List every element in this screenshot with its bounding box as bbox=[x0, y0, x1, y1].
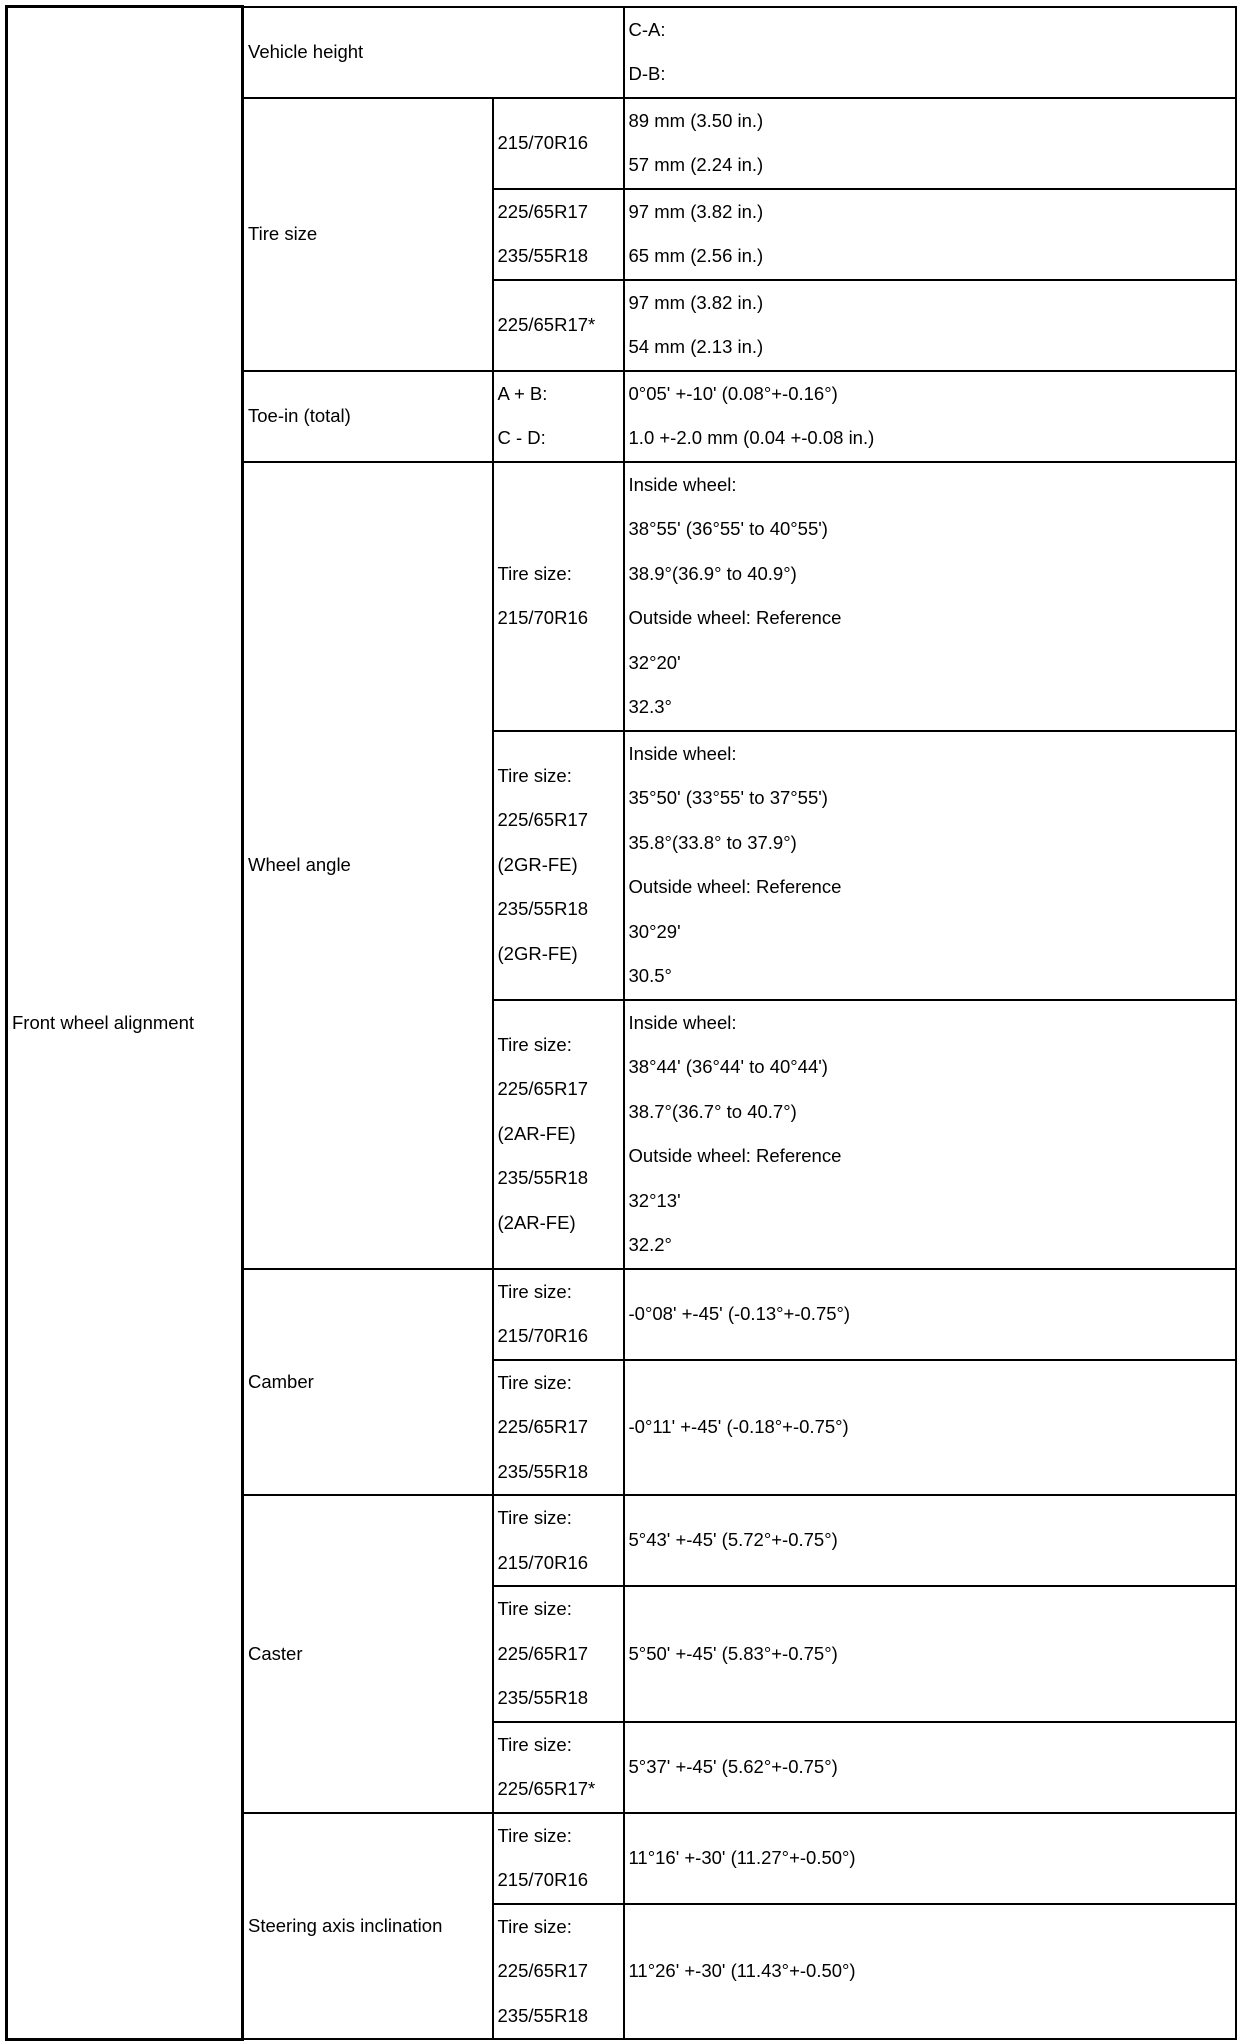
angle-line: 38°44' (36°44' to 40°44') bbox=[628, 1056, 828, 1077]
camber-value: -0°08' +-45' (-0.13°+-0.75°) bbox=[624, 1269, 1236, 1360]
toe-key: C - D: bbox=[497, 427, 546, 448]
cond-line: (2GR-FE) bbox=[497, 942, 578, 964]
sai-value: 11°26' +-30' (11.43°+-0.50°) bbox=[624, 1904, 1236, 2040]
toe-value: 0°05' +-10' (0.08°+-0.16°) bbox=[628, 382, 838, 404]
angle-line: 30°29' bbox=[628, 920, 681, 942]
cond-line: 225/65R17 bbox=[497, 809, 589, 831]
cond-line: 235/55R18 bbox=[497, 898, 589, 920]
angle-line: 35.8°(33.8° to 37.9°) bbox=[628, 831, 797, 853]
cond-line: 225/65R17 bbox=[497, 1642, 589, 1664]
tire-size-cond bbox=[493, 189, 624, 280]
group-label: Front wheel alignment bbox=[7, 7, 243, 2040]
key-d-b: D-B: bbox=[628, 63, 666, 84]
caster-value: 5°50' +-45' (5.83°+-0.75°) bbox=[624, 1586, 1236, 1722]
tire-size-value: 225/65R17* bbox=[497, 313, 596, 335]
sai-label: Steering axis inclination bbox=[243, 1813, 493, 2040]
wheel-angle-cond bbox=[493, 462, 624, 731]
cond-line: 225/65R17 bbox=[497, 1416, 589, 1437]
cond-line: 215/70R16 bbox=[497, 607, 589, 628]
cond-line: Tire size: bbox=[497, 1507, 572, 1528]
toe-in-label: Toe-in (total) bbox=[243, 371, 493, 462]
cond-line: Tire size: bbox=[497, 1280, 572, 1302]
cond-line: 225/65R17* bbox=[497, 1778, 596, 1799]
angle-line: 32.2° bbox=[628, 1234, 672, 1255]
wheel-angle-values bbox=[624, 731, 1236, 1000]
caster-cond bbox=[493, 1495, 624, 1586]
vehicle-height-keys bbox=[624, 7, 1236, 98]
sai-cond bbox=[493, 1904, 624, 2040]
cond-line: 235/55R18 bbox=[497, 2004, 589, 2026]
camber-label: Camber bbox=[243, 1269, 493, 1496]
tire-size-value: 215/70R16 bbox=[497, 131, 589, 153]
angle-line: 30.5° bbox=[628, 965, 672, 986]
height-value: 57 mm (2.24 in.) bbox=[628, 154, 764, 175]
angle-line: Outside wheel: Reference bbox=[628, 1145, 842, 1166]
camber-cond bbox=[493, 1360, 624, 1496]
cond-line: 235/55R18 bbox=[497, 1167, 589, 1189]
tire-size-label: Tire size bbox=[243, 98, 493, 371]
cond-line: Tire size: bbox=[497, 1915, 572, 1937]
cond-line: 215/70R16 bbox=[497, 1325, 589, 1346]
angle-line: 32°13' bbox=[628, 1189, 681, 1211]
cond-line: Tire size: bbox=[497, 1033, 572, 1055]
angle-line: 38.9°(36.9° to 40.9°) bbox=[628, 562, 797, 584]
wheel-angle-label: Wheel angle bbox=[243, 462, 493, 1269]
angle-line: 38.7°(36.7° to 40.7°) bbox=[628, 1100, 797, 1122]
wheel-angle-cond bbox=[493, 1000, 624, 1269]
angle-line: 32.3° bbox=[628, 696, 672, 717]
height-value: 97 mm (3.82 in.) bbox=[628, 291, 764, 313]
cond-line: 225/65R17 bbox=[497, 1078, 589, 1100]
wheel-angle-values bbox=[624, 462, 1236, 731]
cond-line: (2GR-FE) bbox=[497, 853, 578, 875]
angle-line: Outside wheel: Reference bbox=[628, 607, 842, 628]
angle-line: 38°55' (36°55' to 40°55') bbox=[628, 518, 828, 539]
vehicle-height-label: Vehicle height bbox=[243, 7, 624, 98]
cond-line: 235/55R18 bbox=[497, 1687, 589, 1708]
front-wheel-alignment-table bbox=[5, 5, 1237, 2041]
key-c-a: C-A: bbox=[628, 18, 666, 40]
cond-line: Tire size: bbox=[497, 764, 572, 786]
angle-line: 35°50' (33°55' to 37°55') bbox=[628, 787, 828, 808]
tire-size-cond bbox=[493, 98, 624, 189]
tire-size-values bbox=[624, 98, 1236, 189]
cond-line: Tire size: bbox=[497, 1733, 572, 1755]
wheel-angle-values bbox=[624, 1000, 1236, 1269]
wheel-angle-cond bbox=[493, 731, 624, 1000]
cond-line: 215/70R16 bbox=[497, 1551, 589, 1573]
angle-line: Inside wheel: bbox=[628, 742, 737, 764]
cond-line: 225/65R17 bbox=[497, 1960, 589, 1981]
angle-line: Outside wheel: Reference bbox=[628, 876, 842, 897]
cond-line: Tire size: bbox=[497, 1371, 572, 1393]
sai-cond bbox=[493, 1813, 624, 1904]
caster-cond bbox=[493, 1722, 624, 1813]
toe-in-keys bbox=[493, 371, 624, 462]
height-value: 65 mm (2.56 in.) bbox=[628, 245, 764, 266]
tire-size-values bbox=[624, 280, 1236, 371]
caster-cond bbox=[493, 1586, 624, 1722]
tire-size-values bbox=[624, 189, 1236, 280]
height-value: 97 mm (3.82 in.) bbox=[628, 200, 764, 222]
caster-label: Caster bbox=[243, 1495, 493, 1813]
cond-line: Tire size: bbox=[497, 562, 572, 584]
tire-size-value: 225/65R17 bbox=[497, 200, 589, 222]
camber-value: -0°11' +-45' (-0.18°+-0.75°) bbox=[624, 1360, 1236, 1496]
caster-value: 5°37' +-45' (5.62°+-0.75°) bbox=[624, 1722, 1236, 1813]
height-value: 89 mm (3.50 in.) bbox=[628, 109, 764, 131]
toe-value: 1.0 +-2.0 mm (0.04 +-0.08 in.) bbox=[628, 427, 875, 448]
toe-in-values bbox=[624, 371, 1236, 462]
tire-size-value: 235/55R18 bbox=[497, 245, 589, 266]
height-value: 54 mm (2.13 in.) bbox=[628, 336, 764, 357]
angle-line: 32°20' bbox=[628, 651, 681, 673]
cond-line: (2AR-FE) bbox=[497, 1122, 576, 1144]
cond-line: 215/70R16 bbox=[497, 1869, 589, 1890]
angle-line: Inside wheel: bbox=[628, 473, 737, 495]
tire-size-cond bbox=[493, 280, 624, 371]
cond-line: Tire size: bbox=[497, 1598, 572, 1619]
toe-key: A + B: bbox=[497, 382, 548, 404]
sai-value: 11°16' +-30' (11.27°+-0.50°) bbox=[624, 1813, 1236, 1904]
cond-line: (2AR-FE) bbox=[497, 1211, 576, 1233]
angle-line: Inside wheel: bbox=[628, 1011, 737, 1033]
cond-line: Tire size: bbox=[497, 1824, 572, 1846]
caster-value: 5°43' +-45' (5.72°+-0.75°) bbox=[624, 1495, 1236, 1586]
vehicle-height-row bbox=[7, 7, 1236, 98]
camber-cond bbox=[493, 1269, 624, 1360]
cond-line: 235/55R18 bbox=[497, 1460, 589, 1482]
